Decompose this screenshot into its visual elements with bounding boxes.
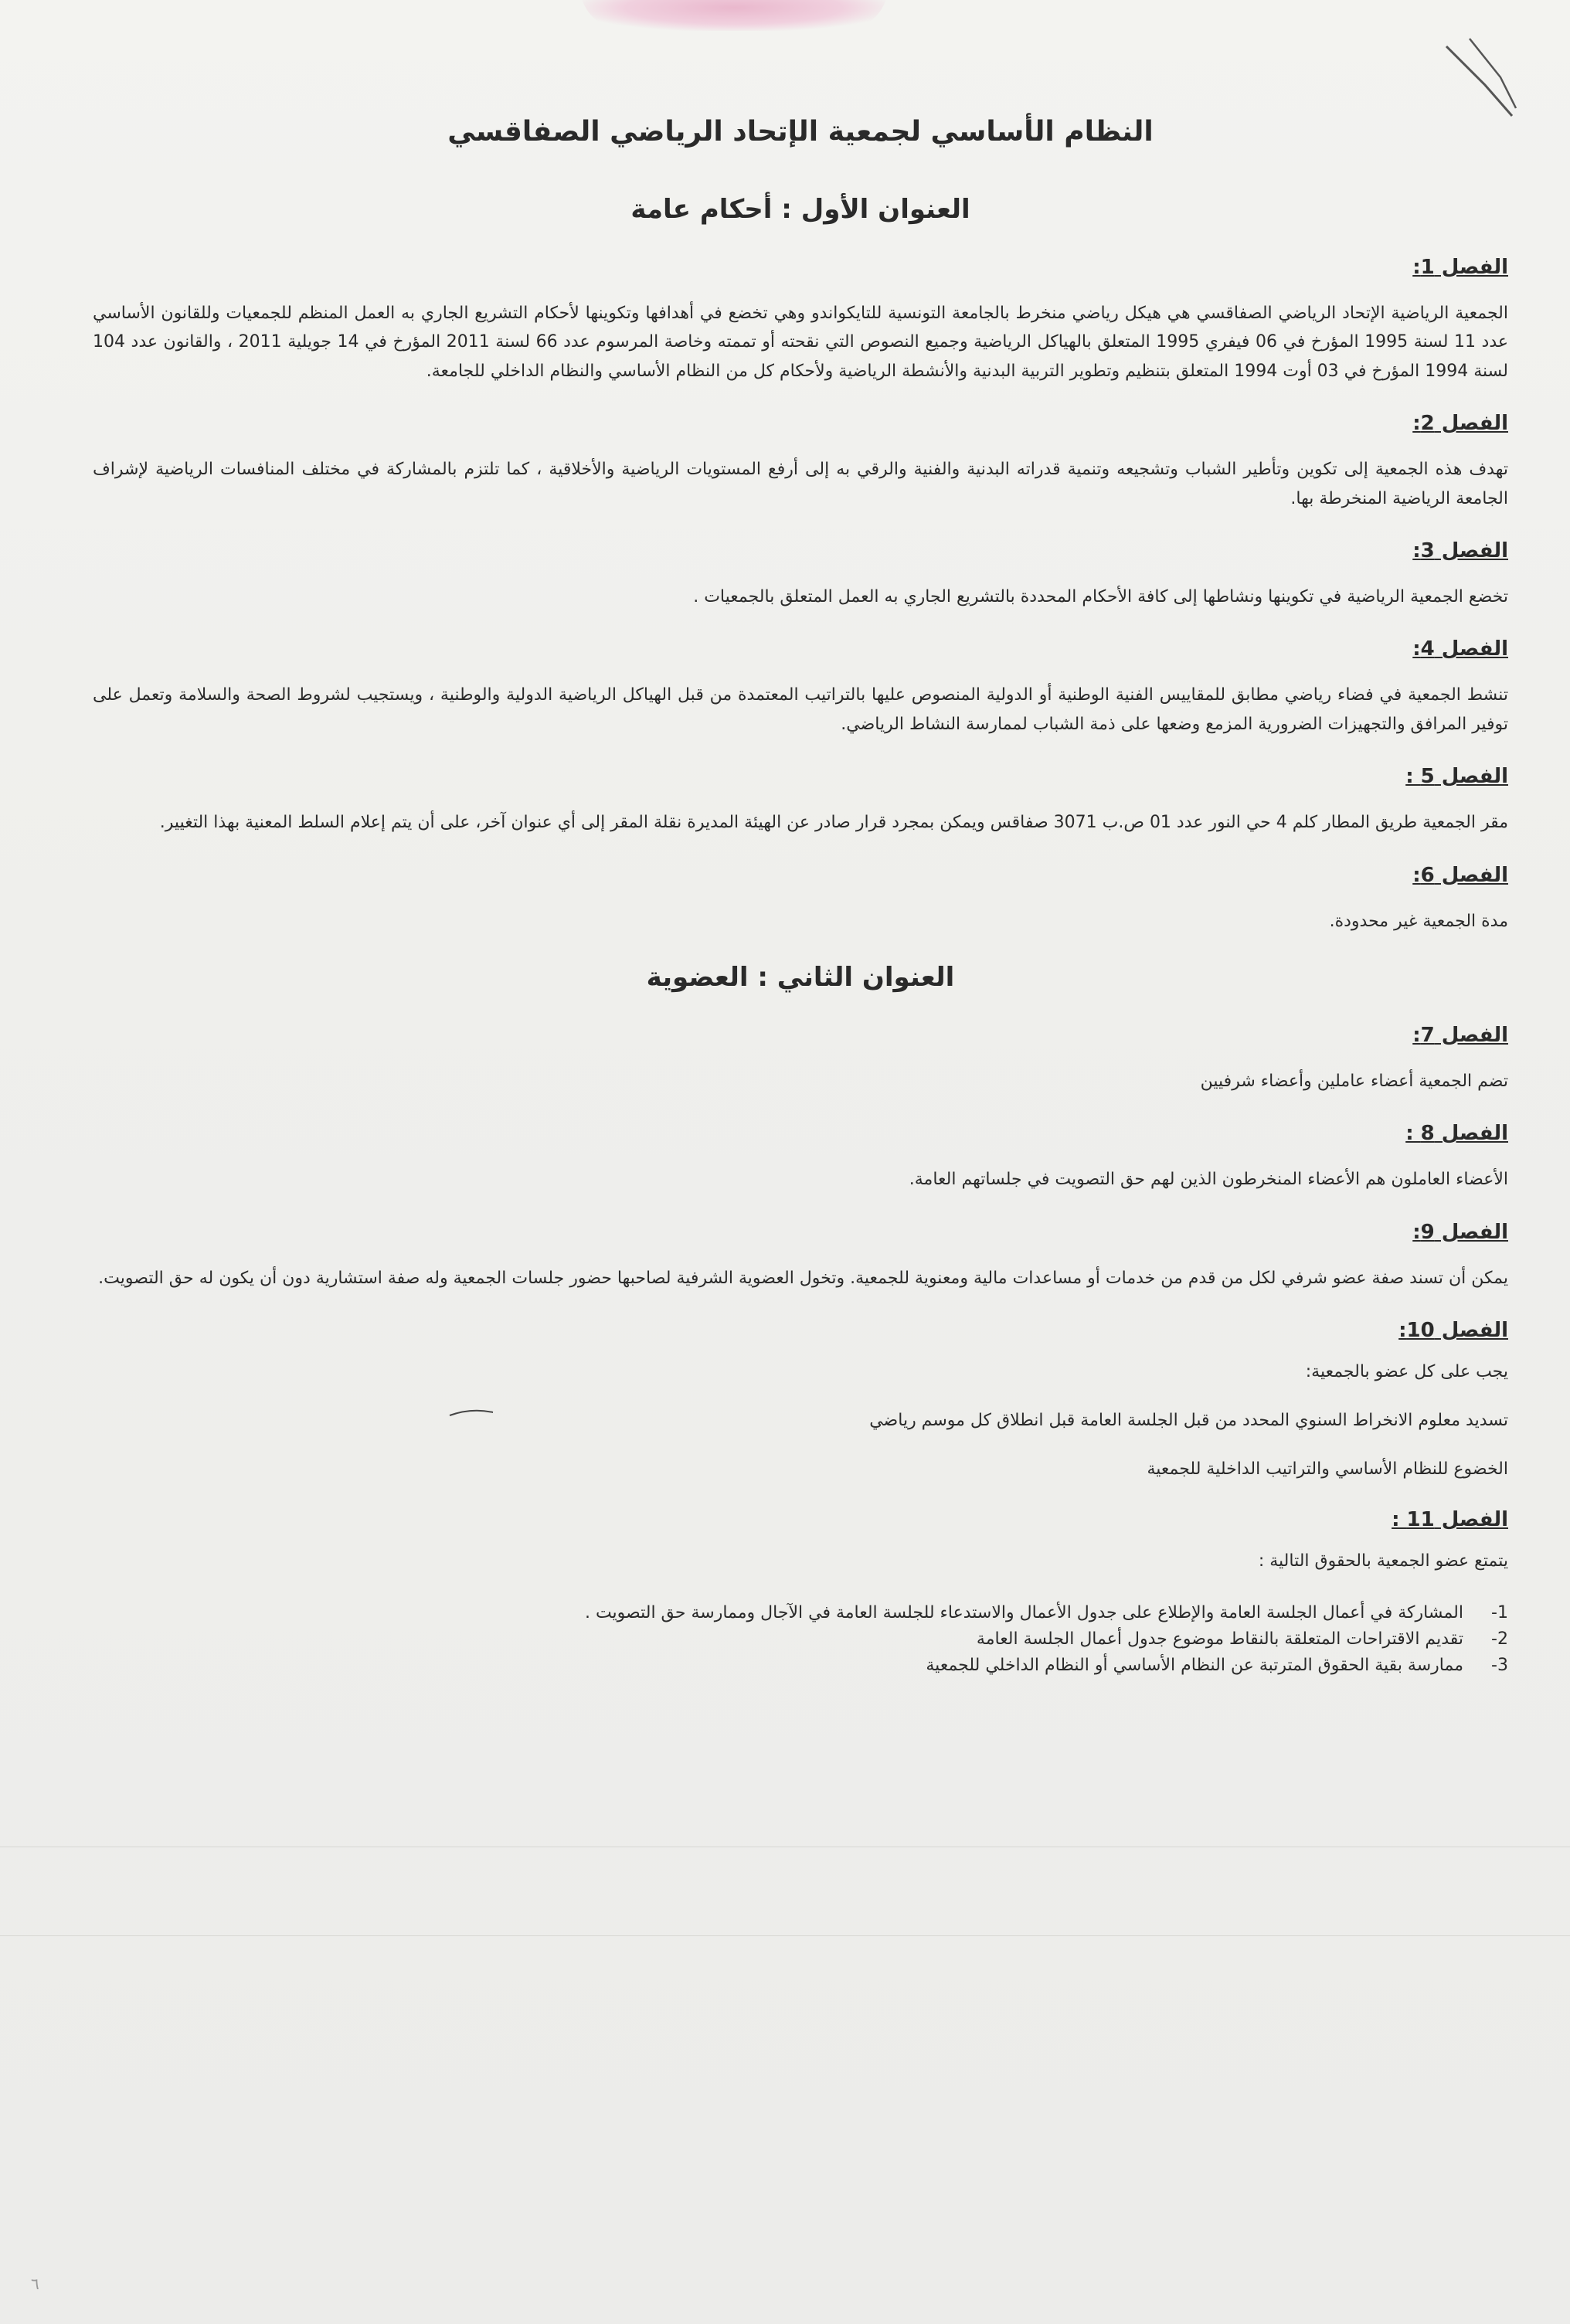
article-1 bbox=[93, 256, 1508, 386]
list-text: تقديم الاقتراحات المتعلقة بالنقاط موضوع جدول أعمال الجلسة العامة bbox=[976, 1629, 1463, 1650]
list-number: 2- bbox=[1491, 1629, 1508, 1650]
article-intro: يتمتع عضو الجمعية بالحقوق التالية : bbox=[1258, 1551, 1508, 1571]
article-text: الجمعية الرياضية الإتحاد الرياضي الصفاقسي هي هيكل رياضي منخرط بالجامعة التونسية للتايكواندو وهي تخضع في أهدافها وتكوينها لأحكام التشريع الجاري به العمل المنظم للجمعيات وللقانون الأساسي عدد 11 لسنة 1995 المؤرخ في 06 فيفري 1995 المتعلق بالهياكل الرياضية وجميع النصوص التي نقحته أو تممته وخاصة المرسوم عدد 66 لسنة 2011 المؤرخ في 14 جويلية 2011 ، والقانون عدد 104 لسنة 1994 المؤرخ في 03 أوت 1994 المتعلق بتنظيم وتطوير التربية البدنية والأنشطة الرياضية ولأحكام كل من النظام الأساسي والنظام الداخلي للجامعة. bbox=[93, 304, 1509, 381]
article-heading: الفصل 1: bbox=[1412, 256, 1508, 279]
article-8 bbox=[93, 1122, 1508, 1194]
pen-stroke-mark bbox=[1439, 31, 1524, 124]
article-text: تهدف هذه الجمعية إلى تكوين وتأطير الشباب وتشجيعه وتنمية قدراته البدنية والفنية والرقي به إلى أرفع المستويات الرياضية والأخلاقية ، كما تلتزم بالمشاركة في مختلف المنافسات الرياضية لإشراف الجامعة الرياضية المنخرطة بها. bbox=[93, 460, 1508, 508]
article-text: الأعضاء العاملون هم الأعضاء المنخرطون الذين لهم حق التصويت في جلساتهم العامة. bbox=[909, 1170, 1508, 1190]
article-4 bbox=[93, 637, 1508, 739]
document-title: النظام الأساسي لجمعية الإتحاد الرياضي الصفاقسي bbox=[447, 116, 1154, 148]
article-text: مدة الجمعية غير محدودة. bbox=[1329, 911, 1508, 931]
stamp-mark bbox=[579, 0, 889, 31]
article-text: تنشط الجمعية في فضاء رياضي مطابق للمقاييس الفنية الوطنية أو الدولية المنصوص عليها بالتراتيب المعتمدة من قبل الهياكل الرياضية الدولية والوطنية ، ويستجيب لشروط الصحة والسلامة وتعمل على توفير المرافق والتجهيزات الضرورية المزمع وضعها على ذمة الشباب لممارسة النشاط الرياضي. bbox=[93, 685, 1508, 734]
article-7 bbox=[93, 1024, 1508, 1096]
article-heading: الفصل 2: bbox=[1412, 412, 1508, 436]
article-heading: الفصل 10: bbox=[1398, 1319, 1508, 1343]
article-heading: الفصل 6: bbox=[1412, 863, 1508, 887]
article-heading: الفصل 11 : bbox=[1392, 1508, 1508, 1532]
article-heading: الفصل 5 : bbox=[1405, 765, 1508, 789]
article-text: تضم الجمعية أعضاء عاملين وأعضاء شرفيين bbox=[1200, 1071, 1508, 1091]
article-intro: يجب على كل عضو بالجمعية: bbox=[1305, 1362, 1508, 1382]
article-heading: الفصل 4: bbox=[1412, 637, 1508, 661]
obligation-line: الخضوع للنظام الأساسي والتراتيب الداخلية للجمعية bbox=[1147, 1459, 1508, 1480]
article-text: يمكن أن تسند صفة عضو شرفي لكل من قدم من خدمات أو مساعدات مالية ومعنوية للجمعية. وتخول العضوية الشرفية لصاحبها حضور جلسات الجمعية وله صفة استشارية دون أن يكون له حق التصويت. bbox=[98, 1268, 1508, 1288]
article-6 bbox=[93, 864, 1508, 936]
article-heading: الفصل 8 : bbox=[1405, 1122, 1508, 1146]
list-item bbox=[93, 1600, 1508, 1626]
article-heading: الفصل 3: bbox=[1412, 539, 1508, 562]
list-number: 3- bbox=[1491, 1656, 1508, 1676]
article-9 bbox=[93, 1221, 1508, 1293]
page-corner-note: ٦ bbox=[31, 2275, 39, 2293]
list-number: 1- bbox=[1491, 1603, 1508, 1623]
list-item bbox=[93, 1653, 1508, 1679]
document-content bbox=[93, 116, 1508, 1687]
article-text: تخضع الجمعية الرياضية في تكوينها ونشاطها إلى كافة الأحكام المحددة بالتشريع الجاري به العمل المتعلق بالجمعيات . bbox=[693, 586, 1508, 606]
list-item bbox=[93, 1626, 1508, 1653]
article-5 bbox=[93, 765, 1508, 837]
article-10 bbox=[93, 1319, 1508, 1479]
list-text: المشاركة في أعمال الجلسة العامة والإطلاع على جدول الأعمال والاستدعاء للجلسة العامة في الآجال وممارسة حق التصويت . bbox=[584, 1603, 1463, 1623]
scan-line bbox=[0, 1935, 1570, 1936]
article-heading: الفصل 9: bbox=[1412, 1220, 1508, 1244]
article-2 bbox=[93, 412, 1508, 513]
article-3 bbox=[93, 539, 1508, 611]
list-text: ممارسة بقية الحقوق المترتبة عن النظام الأساسي أو النظام الداخلي للجمعية bbox=[926, 1656, 1463, 1676]
section-title-membership: العنوان الثاني : العضوية bbox=[646, 961, 955, 993]
obligation-line: تسديد معلوم الانخراط السنوي المحدد من قبل الجلسة العامة قبل انطلاق كل موسم رياضي bbox=[869, 1411, 1508, 1431]
section-title-general: العنوان الأول : أحكام عامة bbox=[630, 194, 970, 225]
article-heading: الفصل 7: bbox=[1412, 1023, 1508, 1047]
article-text: مقر الجمعية طريق المطار كلم 4 حي النور عدد 01 ص.ب 3071 صفاقس ويمكن بمجرد قرار صادر عن الهيئة المديرة نقلة المقر إلى أي عنوان آخر، على أن يتم إعلام السلط المعنية بهذا التغيير. bbox=[159, 813, 1508, 833]
article-11 bbox=[93, 1508, 1508, 1679]
rights-list bbox=[93, 1600, 1508, 1679]
